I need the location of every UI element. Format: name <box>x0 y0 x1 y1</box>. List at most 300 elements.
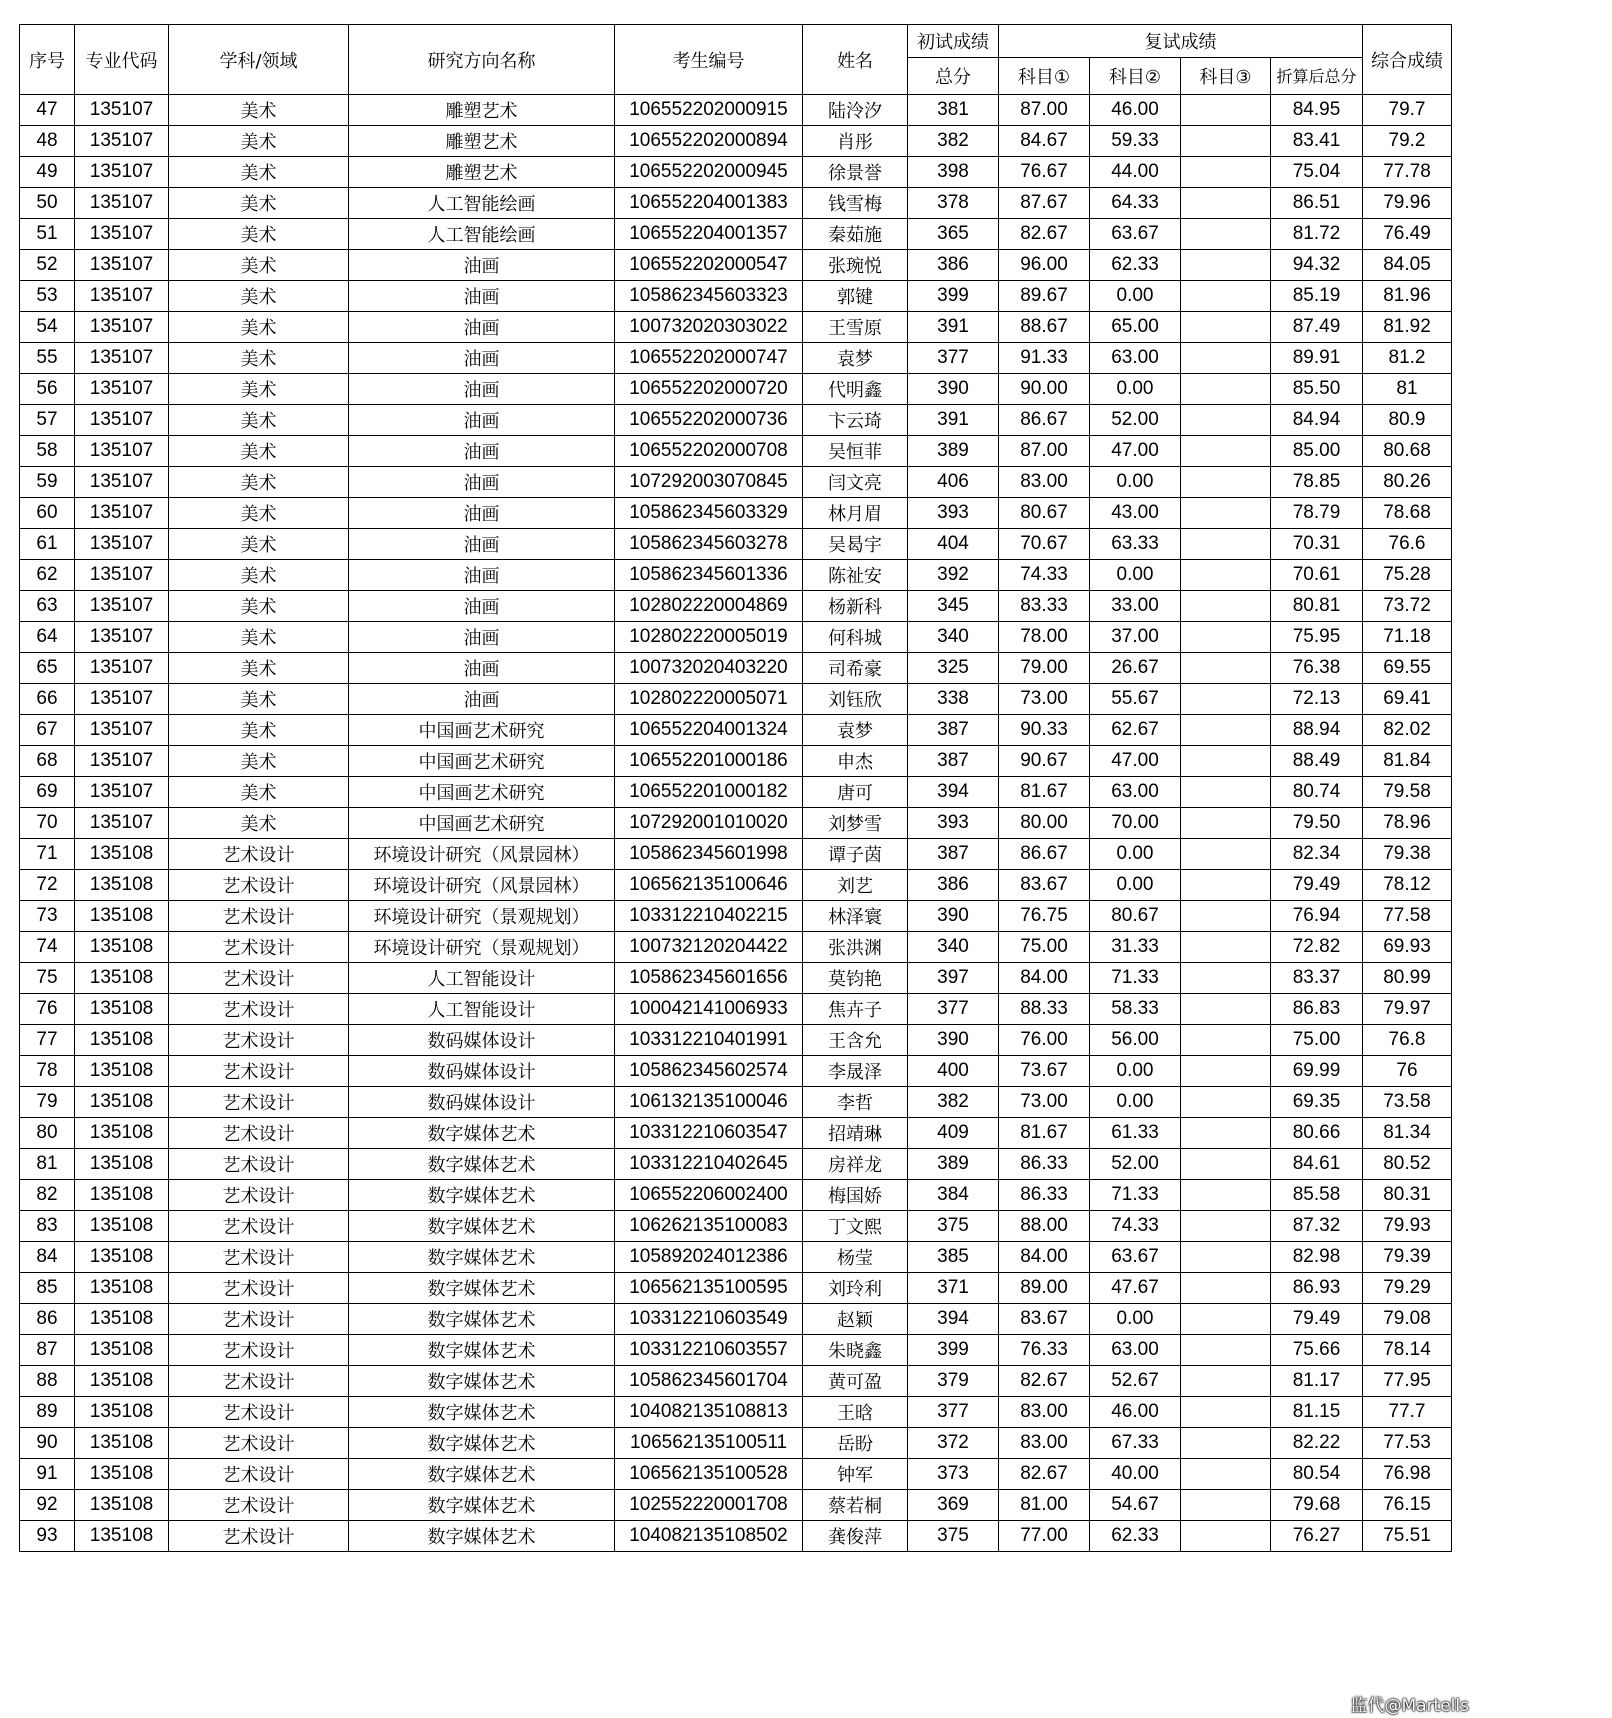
table-row <box>20 839 1452 870</box>
cell-subj2: 59.33 <box>1090 126 1181 157</box>
header-retest: 复试成绩 <box>999 25 1363 58</box>
cell-direction: 油画 <box>349 591 615 622</box>
cell-subj3 <box>1181 684 1271 715</box>
cell-seq: 51 <box>20 219 75 250</box>
cell-prelim-total: 382 <box>908 1087 999 1118</box>
cell-prelim-total: 399 <box>908 281 999 312</box>
cell-exam-no: 102802220005071 <box>615 684 803 715</box>
cell-converted-total: 85.19 <box>1271 281 1363 312</box>
cell-exam-no: 103312210603547 <box>615 1118 803 1149</box>
table-row <box>20 1428 1452 1459</box>
table-row <box>20 1118 1452 1149</box>
cell-subj1: 73.00 <box>999 1087 1090 1118</box>
cell-exam-no: 105862345602574 <box>615 1056 803 1087</box>
table-row <box>20 374 1452 405</box>
cell-subj3 <box>1181 1304 1271 1335</box>
cell-code: 135107 <box>75 95 169 126</box>
cell-code: 135107 <box>75 467 169 498</box>
cell-prelim-total: 394 <box>908 777 999 808</box>
cell-prelim-total: 340 <box>908 932 999 963</box>
cell-name: 唐可 <box>803 777 908 808</box>
cell-code: 135107 <box>75 715 169 746</box>
cell-subj2: 63.33 <box>1090 529 1181 560</box>
cell-name: 林月眉 <box>803 498 908 529</box>
cell-direction: 数码媒体设计 <box>349 1025 615 1056</box>
cell-exam-no: 100732020303022 <box>615 312 803 343</box>
cell-exam-no: 107292003070845 <box>615 467 803 498</box>
table-row <box>20 994 1452 1025</box>
cell-subj3 <box>1181 1335 1271 1366</box>
cell-subj3 <box>1181 777 1271 808</box>
cell-overall: 77.95 <box>1363 1366 1452 1397</box>
cell-subj3 <box>1181 498 1271 529</box>
table-row <box>20 777 1452 808</box>
cell-exam-no: 105862345601656 <box>615 963 803 994</box>
cell-subj2: 37.00 <box>1090 622 1181 653</box>
cell-exam-no: 100732020403220 <box>615 653 803 684</box>
table-row <box>20 1273 1452 1304</box>
cell-overall: 77.53 <box>1363 1428 1452 1459</box>
cell-overall: 77.7 <box>1363 1397 1452 1428</box>
cell-seq: 57 <box>20 405 75 436</box>
cell-prelim-total: 394 <box>908 1304 999 1335</box>
cell-code: 135108 <box>75 1490 169 1521</box>
cell-direction: 环境设计研究（景观规划） <box>349 932 615 963</box>
cell-field: 美术 <box>169 126 349 157</box>
cell-overall: 78.12 <box>1363 870 1452 901</box>
table-row <box>20 746 1452 777</box>
cell-prelim-total: 375 <box>908 1521 999 1552</box>
cell-overall: 80.31 <box>1363 1180 1452 1211</box>
cell-overall: 76.98 <box>1363 1459 1452 1490</box>
cell-direction: 油画 <box>349 436 615 467</box>
table-row <box>20 157 1452 188</box>
cell-prelim-total: 382 <box>908 126 999 157</box>
cell-prelim-total: 386 <box>908 870 999 901</box>
cell-overall: 79.96 <box>1363 188 1452 219</box>
header-overall: 综合成绩 <box>1363 25 1452 95</box>
cell-exam-no: 104082135108813 <box>615 1397 803 1428</box>
cell-direction: 数字媒体艺术 <box>349 1459 615 1490</box>
cell-subj1: 73.00 <box>999 684 1090 715</box>
cell-seq: 78 <box>20 1056 75 1087</box>
cell-field: 艺术设计 <box>169 901 349 932</box>
cell-code: 135108 <box>75 1180 169 1211</box>
header-subj3: 科目③ <box>1181 58 1271 95</box>
cell-code: 135107 <box>75 126 169 157</box>
cell-code: 135107 <box>75 436 169 467</box>
cell-subj2: 61.33 <box>1090 1118 1181 1149</box>
cell-exam-no: 103312210603549 <box>615 1304 803 1335</box>
cell-converted-total: 76.38 <box>1271 653 1363 684</box>
cell-overall: 76.15 <box>1363 1490 1452 1521</box>
cell-converted-total: 82.98 <box>1271 1242 1363 1273</box>
cell-prelim-total: 389 <box>908 436 999 467</box>
cell-field: 美术 <box>169 808 349 839</box>
cell-code: 135107 <box>75 312 169 343</box>
cell-subj1: 88.00 <box>999 1211 1090 1242</box>
cell-overall: 80.68 <box>1363 436 1452 467</box>
cell-seq: 59 <box>20 467 75 498</box>
cell-name: 杨莹 <box>803 1242 908 1273</box>
cell-exam-no: 100042141006933 <box>615 994 803 1025</box>
cell-exam-no: 106552204001383 <box>615 188 803 219</box>
cell-converted-total: 86.83 <box>1271 994 1363 1025</box>
cell-code: 135107 <box>75 188 169 219</box>
cell-subj1: 87.00 <box>999 95 1090 126</box>
cell-field: 美术 <box>169 715 349 746</box>
cell-overall: 81.92 <box>1363 312 1452 343</box>
cell-name: 肖彤 <box>803 126 908 157</box>
cell-subj3 <box>1181 1242 1271 1273</box>
cell-prelim-total: 391 <box>908 405 999 436</box>
table-row <box>20 312 1452 343</box>
cell-field: 美术 <box>169 498 349 529</box>
cell-direction: 油画 <box>349 467 615 498</box>
cell-subj2: 47.00 <box>1090 436 1181 467</box>
cell-converted-total: 79.49 <box>1271 1304 1363 1335</box>
cell-overall: 80.52 <box>1363 1149 1452 1180</box>
table-row <box>20 1490 1452 1521</box>
cell-subj1: 81.67 <box>999 777 1090 808</box>
cell-field: 艺术设计 <box>169 1025 349 1056</box>
table-row <box>20 1180 1452 1211</box>
cell-direction: 油画 <box>349 653 615 684</box>
cell-name: 张琬悦 <box>803 250 908 281</box>
cell-code: 135108 <box>75 932 169 963</box>
cell-name: 郭键 <box>803 281 908 312</box>
cell-direction: 环境设计研究（风景园林） <box>349 870 615 901</box>
cell-subj2: 40.00 <box>1090 1459 1181 1490</box>
cell-direction: 环境设计研究（景观规划） <box>349 901 615 932</box>
cell-seq: 76 <box>20 994 75 1025</box>
cell-name: 杨新科 <box>803 591 908 622</box>
cell-code: 135108 <box>75 1335 169 1366</box>
table-row <box>20 963 1452 994</box>
cell-converted-total: 75.04 <box>1271 157 1363 188</box>
cell-overall: 81 <box>1363 374 1452 405</box>
cell-converted-total: 81.17 <box>1271 1366 1363 1397</box>
cell-converted-total: 80.54 <box>1271 1459 1363 1490</box>
cell-code: 135108 <box>75 1056 169 1087</box>
cell-overall: 71.18 <box>1363 622 1452 653</box>
cell-overall: 79.7 <box>1363 95 1452 126</box>
cell-code: 135107 <box>75 157 169 188</box>
cell-subj1: 80.67 <box>999 498 1090 529</box>
cell-subj3 <box>1181 1118 1271 1149</box>
cell-name: 黄可盈 <box>803 1366 908 1397</box>
cell-direction: 中国画艺术研究 <box>349 808 615 839</box>
cell-code: 135107 <box>75 777 169 808</box>
cell-subj1: 88.33 <box>999 994 1090 1025</box>
cell-direction: 人工智能设计 <box>349 994 615 1025</box>
cell-exam-no: 106552202000915 <box>615 95 803 126</box>
cell-subj1: 76.75 <box>999 901 1090 932</box>
cell-prelim-total: 404 <box>908 529 999 560</box>
cell-code: 135107 <box>75 529 169 560</box>
cell-overall: 78.68 <box>1363 498 1452 529</box>
cell-seq: 74 <box>20 932 75 963</box>
cell-subj3 <box>1181 715 1271 746</box>
cell-overall: 77.58 <box>1363 901 1452 932</box>
cell-subj1: 87.67 <box>999 188 1090 219</box>
cell-direction: 油画 <box>349 374 615 405</box>
cell-converted-total: 87.49 <box>1271 312 1363 343</box>
header-direction: 研究方向名称 <box>349 25 615 95</box>
cell-subj3 <box>1181 126 1271 157</box>
cell-subj2: 54.67 <box>1090 1490 1181 1521</box>
cell-overall: 82.02 <box>1363 715 1452 746</box>
cell-prelim-total: 377 <box>908 1397 999 1428</box>
cell-converted-total: 79.68 <box>1271 1490 1363 1521</box>
cell-overall: 79.93 <box>1363 1211 1452 1242</box>
cell-seq: 48 <box>20 126 75 157</box>
cell-subj2: 71.33 <box>1090 1180 1181 1211</box>
cell-subj2: 46.00 <box>1090 95 1181 126</box>
cell-converted-total: 79.49 <box>1271 870 1363 901</box>
cell-exam-no: 106552204001324 <box>615 715 803 746</box>
cell-field: 美术 <box>169 312 349 343</box>
cell-subj1: 83.67 <box>999 1304 1090 1335</box>
cell-converted-total: 70.61 <box>1271 560 1363 591</box>
cell-field: 美术 <box>169 281 349 312</box>
table-row <box>20 1025 1452 1056</box>
cell-converted-total: 86.93 <box>1271 1273 1363 1304</box>
table-row <box>20 591 1452 622</box>
cell-name: 林泽寰 <box>803 901 908 932</box>
cell-subj3 <box>1181 312 1271 343</box>
cell-subj1: 87.00 <box>999 436 1090 467</box>
cell-subj2: 0.00 <box>1090 839 1181 870</box>
cell-subj2: 62.67 <box>1090 715 1181 746</box>
table-row <box>20 1335 1452 1366</box>
cell-name: 刘艺 <box>803 870 908 901</box>
cell-overall: 79.2 <box>1363 126 1452 157</box>
cell-seq: 47 <box>20 95 75 126</box>
cell-converted-total: 79.50 <box>1271 808 1363 839</box>
cell-prelim-total: 369 <box>908 1490 999 1521</box>
cell-overall: 81.2 <box>1363 343 1452 374</box>
cell-converted-total: 75.95 <box>1271 622 1363 653</box>
cell-converted-total: 85.50 <box>1271 374 1363 405</box>
cell-direction: 数字媒体艺术 <box>349 1211 615 1242</box>
cell-converted-total: 84.94 <box>1271 405 1363 436</box>
cell-code: 135107 <box>75 746 169 777</box>
cell-prelim-total: 379 <box>908 1366 999 1397</box>
cell-seq: 82 <box>20 1180 75 1211</box>
cell-code: 135108 <box>75 1304 169 1335</box>
cell-seq: 49 <box>20 157 75 188</box>
header-name: 姓名 <box>803 25 908 95</box>
cell-exam-no: 106552201000182 <box>615 777 803 808</box>
cell-field: 艺术设计 <box>169 1149 349 1180</box>
table-row <box>20 560 1452 591</box>
cell-exam-no: 104082135108502 <box>615 1521 803 1552</box>
cell-subj1: 79.00 <box>999 653 1090 684</box>
cell-direction: 油画 <box>349 498 615 529</box>
cell-prelim-total: 393 <box>908 498 999 529</box>
cell-code: 135108 <box>75 901 169 932</box>
cell-prelim-total: 398 <box>908 157 999 188</box>
cell-field: 美术 <box>169 436 349 467</box>
cell-exam-no: 105862345601704 <box>615 1366 803 1397</box>
cell-overall: 69.93 <box>1363 932 1452 963</box>
cell-exam-no: 106552202000720 <box>615 374 803 405</box>
cell-exam-no: 103312210402215 <box>615 901 803 932</box>
table-row <box>20 901 1452 932</box>
cell-seq: 62 <box>20 560 75 591</box>
cell-name: 刘玲利 <box>803 1273 908 1304</box>
cell-subj3 <box>1181 343 1271 374</box>
cell-direction: 中国画艺术研究 <box>349 746 615 777</box>
cell-prelim-total: 392 <box>908 560 999 591</box>
cell-field: 艺术设计 <box>169 963 349 994</box>
cell-seq: 50 <box>20 188 75 219</box>
cell-converted-total: 78.85 <box>1271 467 1363 498</box>
cell-field: 艺术设计 <box>169 1397 349 1428</box>
cell-seq: 58 <box>20 436 75 467</box>
cell-name: 谭子茵 <box>803 839 908 870</box>
cell-code: 135107 <box>75 281 169 312</box>
cell-subj2: 52.67 <box>1090 1366 1181 1397</box>
cell-field: 艺术设计 <box>169 1118 349 1149</box>
cell-direction: 雕塑艺术 <box>349 95 615 126</box>
cell-seq: 89 <box>20 1397 75 1428</box>
table-row <box>20 281 1452 312</box>
cell-prelim-total: 409 <box>908 1118 999 1149</box>
cell-name: 张洪渊 <box>803 932 908 963</box>
cell-field: 美术 <box>169 653 349 684</box>
cell-exam-no: 102802220004869 <box>615 591 803 622</box>
cell-subj2: 74.33 <box>1090 1211 1181 1242</box>
cell-exam-no: 102552220001708 <box>615 1490 803 1521</box>
cell-subj2: 52.00 <box>1090 405 1181 436</box>
cell-subj1: 82.67 <box>999 1366 1090 1397</box>
cell-prelim-total: 390 <box>908 374 999 405</box>
cell-subj1: 74.33 <box>999 560 1090 591</box>
cell-converted-total: 69.99 <box>1271 1056 1363 1087</box>
cell-exam-no: 106552202000708 <box>615 436 803 467</box>
cell-prelim-total: 393 <box>908 808 999 839</box>
cell-seq: 55 <box>20 343 75 374</box>
cell-overall: 80.99 <box>1363 963 1452 994</box>
cell-exam-no: 102802220005019 <box>615 622 803 653</box>
cell-code: 135108 <box>75 1118 169 1149</box>
cell-overall: 81.34 <box>1363 1118 1452 1149</box>
cell-converted-total: 83.37 <box>1271 963 1363 994</box>
cell-converted-total: 80.81 <box>1271 591 1363 622</box>
cell-field: 美术 <box>169 188 349 219</box>
cell-field: 艺术设计 <box>169 1428 349 1459</box>
cell-prelim-total: 377 <box>908 343 999 374</box>
cell-exam-no: 106552202000894 <box>615 126 803 157</box>
cell-subj2: 55.67 <box>1090 684 1181 715</box>
cell-converted-total: 81.72 <box>1271 219 1363 250</box>
cell-seq: 88 <box>20 1366 75 1397</box>
cell-code: 135107 <box>75 684 169 715</box>
cell-field: 艺术设计 <box>169 1459 349 1490</box>
cell-name: 莫钧艳 <box>803 963 908 994</box>
cell-name: 房祥龙 <box>803 1149 908 1180</box>
cell-subj2: 71.33 <box>1090 963 1181 994</box>
cell-subj2: 0.00 <box>1090 560 1181 591</box>
cell-direction: 数码媒体设计 <box>349 1056 615 1087</box>
cell-seq: 77 <box>20 1025 75 1056</box>
table-row <box>20 250 1452 281</box>
cell-seq: 52 <box>20 250 75 281</box>
cell-name: 司希豪 <box>803 653 908 684</box>
cell-converted-total: 84.95 <box>1271 95 1363 126</box>
cell-direction: 数字媒体艺术 <box>349 1273 615 1304</box>
cell-name: 李晟泽 <box>803 1056 908 1087</box>
cell-subj3 <box>1181 1366 1271 1397</box>
cell-overall: 78.96 <box>1363 808 1452 839</box>
cell-prelim-total: 387 <box>908 715 999 746</box>
cell-direction: 数字媒体艺术 <box>349 1335 615 1366</box>
cell-subj2: 46.00 <box>1090 1397 1181 1428</box>
cell-direction: 数字媒体艺术 <box>349 1180 615 1211</box>
cell-exam-no: 103312210402645 <box>615 1149 803 1180</box>
cell-subj3 <box>1181 591 1271 622</box>
cell-seq: 65 <box>20 653 75 684</box>
cell-subj1: 78.00 <box>999 622 1090 653</box>
header-prelim-total: 总分 <box>908 58 999 95</box>
cell-overall: 76.8 <box>1363 1025 1452 1056</box>
cell-field: 艺术设计 <box>169 1490 349 1521</box>
cell-direction: 雕塑艺术 <box>349 126 615 157</box>
cell-converted-total: 80.74 <box>1271 777 1363 808</box>
cell-subj3 <box>1181 219 1271 250</box>
cell-subj1: 84.67 <box>999 126 1090 157</box>
cell-direction: 数码媒体设计 <box>349 1087 615 1118</box>
cell-exam-no: 106132135100046 <box>615 1087 803 1118</box>
cell-prelim-total: 389 <box>908 1149 999 1180</box>
cell-prelim-total: 340 <box>908 622 999 653</box>
cell-converted-total: 82.34 <box>1271 839 1363 870</box>
cell-prelim-total: 378 <box>908 188 999 219</box>
cell-field: 艺术设计 <box>169 839 349 870</box>
cell-converted-total: 75.00 <box>1271 1025 1363 1056</box>
cell-exam-no: 106262135100083 <box>615 1211 803 1242</box>
cell-overall: 80.9 <box>1363 405 1452 436</box>
table-row <box>20 1211 1452 1242</box>
cell-prelim-total: 400 <box>908 1056 999 1087</box>
cell-prelim-total: 338 <box>908 684 999 715</box>
score-table <box>19 24 1452 1552</box>
cell-field: 美术 <box>169 157 349 188</box>
cell-subj3 <box>1181 374 1271 405</box>
cell-converted-total: 86.51 <box>1271 188 1363 219</box>
cell-code: 135107 <box>75 250 169 281</box>
cell-subj1: 90.67 <box>999 746 1090 777</box>
cell-direction: 数字媒体艺术 <box>349 1242 615 1273</box>
cell-name: 龚俊萍 <box>803 1521 908 1552</box>
cell-exam-no: 103312210603557 <box>615 1335 803 1366</box>
cell-prelim-total: 387 <box>908 839 999 870</box>
cell-seq: 63 <box>20 591 75 622</box>
cell-seq: 66 <box>20 684 75 715</box>
cell-subj3 <box>1181 1211 1271 1242</box>
cell-name: 袁梦 <box>803 343 908 374</box>
cell-overall: 73.58 <box>1363 1087 1452 1118</box>
cell-seq: 85 <box>20 1273 75 1304</box>
cell-subj2: 33.00 <box>1090 591 1181 622</box>
cell-subj3 <box>1181 1149 1271 1180</box>
cell-seq: 83 <box>20 1211 75 1242</box>
cell-converted-total: 70.31 <box>1271 529 1363 560</box>
cell-name: 卞云琦 <box>803 405 908 436</box>
cell-code: 135108 <box>75 1521 169 1552</box>
